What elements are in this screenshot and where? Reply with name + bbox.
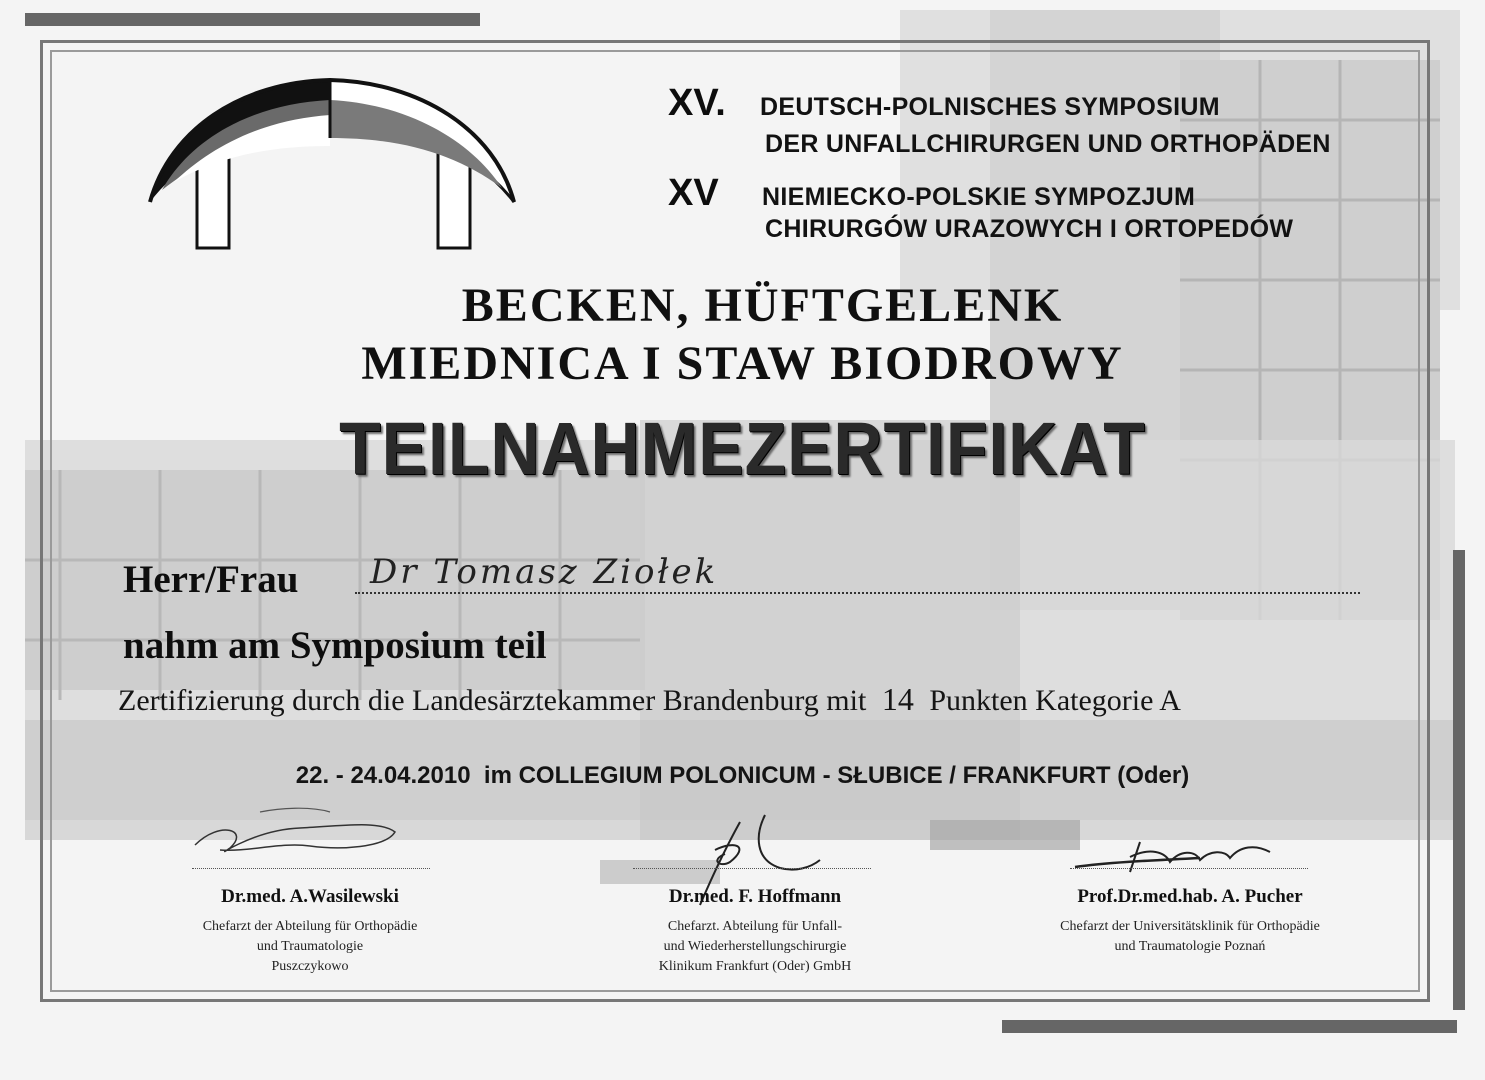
certificate-title: TEILNAHMEZERTIFIKAT <box>339 407 1146 490</box>
symposium-title-pl-line2: CHIRURGÓW URAZOWYCH I ORTOPEDÓW <box>765 215 1294 243</box>
symposium-title-de-line1: DEUTSCH-POLNISCHES SYMPOSIUM <box>760 93 1220 121</box>
topic-title-de: BECKEN, HÜFTGELENK <box>461 279 1064 332</box>
signatory-2-description <box>585 917 925 977</box>
salutation-label: Herr/Frau <box>123 558 299 601</box>
participation-statement: nahm am Symposium teil <box>123 624 547 667</box>
signature-line-3 <box>1070 868 1308 869</box>
top-left-accent-bar <box>25 13 480 26</box>
signatory-3-line1: Chefarzt der Universitätsklinik für Orthopädie <box>1060 919 1320 934</box>
event-date-venue <box>0 762 1485 790</box>
signatory-3-description <box>1010 917 1370 957</box>
bottom-right-accent-bar <box>1002 1020 1457 1033</box>
signatory-1-line1: Chefarzt der Abteilung für Orthopädie <box>202 919 418 934</box>
signatory-2-line1: Chefarzt. Abteilung für Unfall- <box>667 919 843 934</box>
event-venue: im COLLEGIUM POLONICUM - SŁUBICE / FRANKFURT (Oder) <box>483 762 1190 789</box>
certification-points: 14 <box>881 681 914 717</box>
signatory-2-line3: Klinikum Frankfurt (Oder) GmbH <box>658 959 852 974</box>
signature-line-2 <box>633 868 871 869</box>
certification-text-before: Zertifizierung durch die Landesärztekammer Brandenburg mit <box>118 684 867 717</box>
signatory-1-name: Dr.med. A.Wasilewski <box>221 886 399 907</box>
event-dates: 22. - 24.04.2010 <box>295 762 471 789</box>
signatory-2-name: Dr.med. F. Hoffmann <box>668 886 842 907</box>
signature-pucher <box>1070 832 1290 882</box>
signatory-3-line2: und Traumatologie Poznań <box>1114 939 1266 954</box>
symposium-title-de-line2: DER UNFALLCHIRURGEN UND ORTHOPÄDEN <box>765 130 1331 158</box>
symposium-number-de: XV. <box>668 82 726 124</box>
certification-text-after: Punkten Kategorie A <box>929 684 1181 717</box>
signatory-1-description <box>140 917 480 977</box>
signatory-1-line3: Puszczykowo <box>271 959 349 974</box>
signature-wasilewski <box>190 800 410 870</box>
certification-text <box>118 681 1181 718</box>
participant-name-handwritten: Dr Tomasz Ziołek <box>370 552 719 592</box>
signatory-1-line2: und Traumatologie <box>256 939 364 954</box>
signature-line-1 <box>192 868 430 869</box>
symposium-bridge-logo <box>140 70 530 255</box>
name-dotted-line <box>355 592 1360 594</box>
symposium-number-pl: XV <box>668 172 719 214</box>
topic-title-pl: MIEDNICA I STAW BIODROWY <box>361 337 1124 390</box>
symposium-title-pl-line1: NIEMIECKO-POLSKIE SYMPOZJUM <box>762 183 1196 211</box>
signatory-2-line2: und Wiederherstellungschirurgie <box>663 939 847 954</box>
signatory-3-name: Prof.Dr.med.hab. A. Pucher <box>1077 886 1303 907</box>
